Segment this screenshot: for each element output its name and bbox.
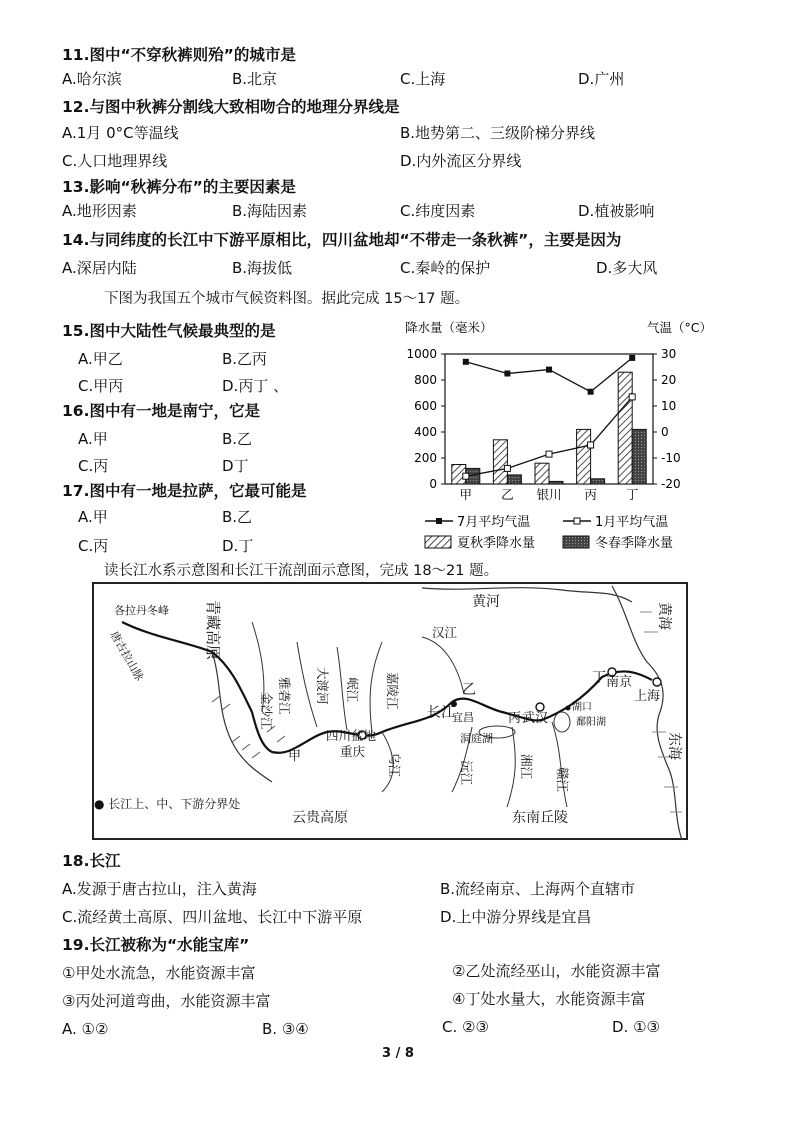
label-wuhan: 武汉 [522,711,549,726]
q19-stem: 19.长江被称为“水能宝库” [62,936,250,954]
bar-winter-spring [549,481,563,484]
left-tick-label: 400 [414,425,437,439]
q13-option-c: C.纬度因素 [400,202,476,220]
line-july-temp [466,358,632,392]
point-july-temp [629,355,635,361]
yangtze-map [92,582,690,842]
q16-option-b: B.乙 [222,430,253,448]
q16-option-d: D丁 [222,457,249,475]
q18-option-b: B.流经南京、上海两个直辖市 [440,880,636,898]
right-tick-label: 10 [661,399,677,413]
left-tick-label: 1000 [406,347,437,361]
point-july-temp [504,371,510,377]
bar-summer-autumn [577,429,591,484]
legend-january-marker [574,518,580,524]
q19-item-2: ②乙处流经巫山，水能资源丰富 [452,962,661,980]
q19-item-3: ③丙处河道弯曲，水能资源丰富 [62,992,271,1010]
left-tick-label: 800 [414,373,437,387]
han-river [422,637,464,694]
label-dongnan: 东南丘陵 [512,810,568,826]
right-tick-label: 20 [661,373,677,387]
left-tick-label: 0 [429,477,437,491]
label-bing: 丙 [508,711,522,726]
q11-option-c: C.上海 [400,70,446,88]
left-tick-label: 200 [414,451,437,465]
q15-option-b: B.乙丙 [222,350,268,368]
category-label: 乙 [501,487,514,502]
label-wu: 乌江 [387,752,402,778]
legend-january-label: 1月平均气温 [595,515,669,530]
legend-winter-label: 冬春季降水量 [595,536,674,551]
q17-option-a: A.甲 [78,508,108,526]
category-label: 丁 [625,487,639,502]
q12-option-d: D.内外流区分界线 [400,152,522,170]
label-hukou: 湖口 [572,702,592,713]
q17-option-c: C.丙 [78,537,109,555]
q19-item-1: ①甲处水流急，水能资源丰富 [62,964,256,982]
point-january-temp [588,442,594,448]
label-sichuan: 四川盆地 [326,728,377,743]
bar-winter-spring [507,475,521,484]
label-yi: 乙 [462,682,476,698]
q14-option-c: C.秦岭的保护 [400,259,491,277]
right-tick-label: -20 [661,477,681,491]
q13-option-b: B.海陆因素 [232,202,308,220]
q18-option-d: D.上中游分界线是宜昌 [440,908,592,926]
jialing-river [370,642,382,732]
label-min: 岷江 [345,677,360,703]
label-huanghai: 黄海 [656,602,672,630]
point-january-temp [546,451,552,457]
label-nanjing: 南京 [606,675,633,690]
q16-option-a: A.甲 [78,430,108,448]
label-donghai: 东海 [666,732,682,760]
q12-stem: 12.与图中秋裤分割线大致相吻合的地理分界线是 [62,98,400,116]
q12-option-c: C.人口地理界线 [62,152,168,170]
label-dadu: 大渡河 [315,667,330,705]
label-changjiang: 长江 [427,705,455,721]
q16-option-c: C.丙 [78,457,109,475]
legend-july-label: 7月平均气温 [457,515,531,530]
q11-option-b: B.北京 [232,70,278,88]
label-dongting: 洞庭湖 [460,732,493,745]
intro-yangtze: 读长江水系示意图和长江干流剖面示意图，完成 18～21 题。 [104,563,499,579]
q18-option-c: C.流经黄土高原、四川盆地、长江中下游平原 [62,908,363,926]
right-axis-title: 气温（°C） [647,320,712,335]
label-tanggula: 唐古拉山脉 [107,629,147,684]
legend-summer-label: 夏秋季降水量 [457,536,536,551]
legend-summer-swatch [425,536,451,548]
q19-option-c: C. ②③ [442,1018,489,1036]
right-tick-label: 0 [661,425,669,439]
label-huanghe: 黄河 [472,594,500,610]
label-han: 汉江 [432,625,458,640]
intro-climate: 下图为我国五个城市气候资料图。据此完成 15～17 题。 [104,291,470,307]
legend-winter-swatch [563,536,589,548]
xiang-river [507,727,515,807]
poyang-lake [554,712,570,732]
left-tick-label: 600 [414,399,437,413]
bar-winter-spring [632,429,646,484]
label-boundary-note: ● 长江上、中、下游分界处 [94,797,241,811]
q12-option-a: A.1月 0°C等温线 [62,124,179,142]
q13-stem: 13.影响“秋裤分布”的主要因素是 [62,178,296,196]
q18-option-a: A.发源于唐古拉山，注入黄海 [62,880,257,898]
label-ding: 丁 [592,670,606,686]
label-shanghai: 上海 [634,689,661,704]
q14-option-b: B.海拔低 [232,259,293,277]
hukou-marker [566,706,571,711]
label-yuan: 沅江 [459,760,474,786]
point-july-temp [588,389,594,395]
bar-summer-autumn [535,463,549,484]
point-july-temp [546,367,552,373]
gan-river [552,722,567,807]
label-poyang: 鄱阳湖 [576,717,606,728]
legend [425,515,673,551]
right-tick-label: -10 [661,451,681,465]
label-gan: 赣江 [555,767,570,793]
q14-stem: 14.与同纬度的长江中下游平原相比，四川盆地却“不带走一条秋裤”，主要是因为 [62,231,622,249]
point-january-temp [463,473,469,479]
bar-summer-autumn [618,372,632,484]
category-label: 银川 [536,487,562,502]
dadu-river [297,642,317,727]
climate-chart [395,318,725,558]
bar-summer-autumn [493,440,507,484]
q19-option-b: B. ③④ [262,1020,309,1038]
huanghe-river [422,588,632,602]
q19-option-a: A. ①② [62,1020,109,1038]
label-jialing: 嘉陵江 [385,672,400,710]
q13-option-a: A.地形因素 [62,202,137,220]
right-tick-label: 30 [661,347,677,361]
q15-option-a: A.甲乙 [78,350,123,368]
q15-stem: 15.图中大陆性气候最典型的是 [62,322,276,340]
label-chongqing: 重庆 [340,744,366,759]
label-yungui: 云贵高原 [292,810,348,826]
q17-stem: 17.图中有一地是拉萨，它最可能是 [62,482,307,500]
point-july-temp [463,359,469,365]
q11-option-a: A.哈尔滨 [62,70,122,88]
q14-option-d: D.多大风 [596,259,658,277]
label-yalong: 雅砻江 [277,677,292,715]
point-january-temp [504,465,510,471]
plot-area [406,347,680,502]
q14-option-a: A.深居内陆 [62,259,137,277]
q17-option-b: B.乙 [222,508,253,526]
label-xiang: 湘江 [519,754,534,780]
category-label: 丙 [584,487,597,502]
page-number: 3 / 8 [382,1046,414,1061]
wuhan-marker [536,703,544,711]
q19-item-4: ④丁处水量大，水能资源丰富 [452,990,646,1008]
label-jinsha: 金沙江 [259,692,274,730]
label-yichang: 宜昌 [452,711,474,724]
left-axis-title: 降水量（毫米） [405,320,493,335]
coast-hatching [640,612,682,812]
legend-july-marker [436,518,442,524]
q12-option-b: B.地势第二、三级阶梯分界线 [400,124,596,142]
q16-stem: 16.图中有一地是南宁，它是 [62,402,260,420]
shanghai-marker [653,678,661,686]
q15-option-c: C.甲丙 [78,377,124,395]
point-january-temp [629,394,635,400]
label-geladandong: 各拉丹冬峰 [114,604,169,617]
q11-option-d: D.广州 [578,70,625,88]
q11-stem: 11.图中“不穿秋裤则殆”的城市是 [62,46,296,64]
q17-option-d: D.丁 [222,537,254,555]
q15-option-d: D.丙丁 、 [222,377,289,395]
q13-option-d: D.植被影响 [578,202,655,220]
q19-option-d: D. ①③ [612,1018,660,1036]
bar-winter-spring [591,479,605,484]
q18-stem: 18.长江 [62,852,121,870]
label-jia: 甲 [288,749,302,764]
category-label: 甲 [459,487,473,502]
label-qingzang: 青藏高原 [204,600,222,661]
